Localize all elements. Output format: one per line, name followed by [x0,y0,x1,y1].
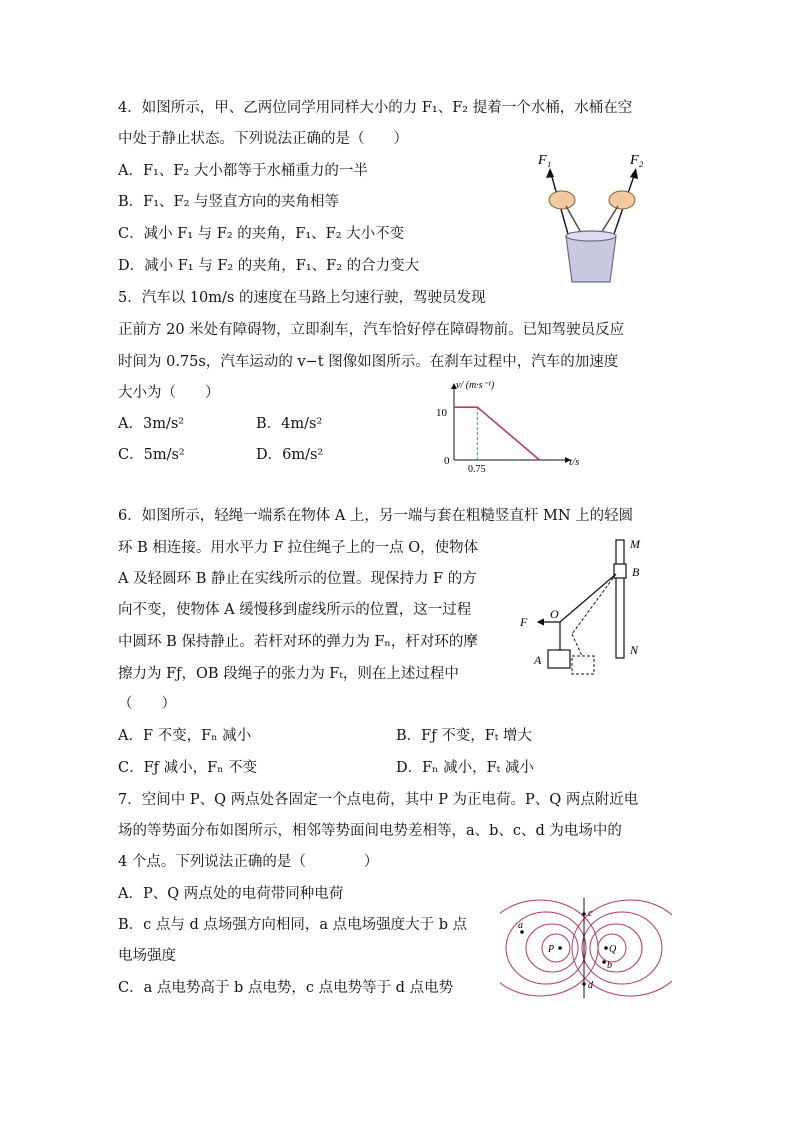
q6-stem-line1: 6．如图所示，轻绳一端系在物体 A 上，另一端与套在粗糙竖直杆 MN 上的轻圆 [118,508,634,524]
point-d [582,982,586,986]
rope-ob [560,574,616,622]
label-f: F [520,615,528,629]
label-b: B [632,565,640,579]
q5-option-a: A．3m/s² [118,416,185,432]
q6-option-a: A．F 不变，Fₙ 减小 [118,728,252,744]
q6-stem-line3: A 及轻圆环 B 静止在实线所示的位置。现保持力 F 的方 [118,571,477,587]
q6-stem-line6: 擦力为 Fƒ，OB 段绳子的张力为 Fₜ，则在上述过程中 [118,666,459,682]
charge-q [604,946,608,950]
q7-option-b-cont: 电场强度 [118,948,176,964]
q5-option-b: B．4m/s² [256,416,323,432]
label-n: N [630,643,639,657]
q5-option-c: C．5m/s² [118,447,185,463]
right-hand [609,191,635,209]
q6-stem-line7: （ ） [118,696,176,712]
q4-option-c: C．减小 F₁ 与 F₂ 的夹角，F₁、F₂ 大小不变 [118,226,405,242]
bucket [566,236,616,282]
q5-option-d: D．6m/s² [256,447,324,463]
q5-stem-line3: 时间为 0.75s，汽车运动的 v−t 图像如图所示。在刹车过程中，汽车的加速度 [118,354,619,370]
q7-stem-line1: 7．空间中 P、Q 两点处各固定一个点电荷，其中 P 为正电荷。P、Q 两点附近电 [118,792,639,808]
q5-stem-line1: 5．汽车以 10m/s 的速度在马路上匀速行驶，驾驶员发现 [118,290,486,306]
x-tick-label: 0.75 [468,464,486,474]
left-hand [549,191,575,209]
bucket-rim [566,231,616,241]
q6-stem-line4: 向不变，使物体 A 缓慢移到虚线所示的位置，这一过程 [118,602,472,618]
bucket-figure [532,148,662,286]
q-equipotential-3 [582,912,662,984]
f1-arrowhead [546,168,554,178]
label-b: b [607,960,612,971]
q7-option-c: C．a 点电势高于 b 点电势，c 点电势等于 d 点电势 [118,980,454,996]
equipotential-figure [500,898,672,998]
rope-ring-figure [514,530,658,680]
charge-p [558,946,562,950]
vt-chart [412,378,592,474]
q6-stem-line5: 中圆环 B 保持静止。若杆对环的弹力为 Fₙ，杆对环的摩 [118,634,478,650]
q7-stem-line3: 4 个点。下列说法正确的是（ ） [118,854,379,870]
rope-ob-dashed [572,574,616,634]
origin-label: 0 [444,455,450,467]
q5-stem-line4: 大小为（ ） [118,385,220,401]
f2-arrowhead [630,168,638,179]
q4-option-a: A．F₁、F₂ 大小都等于水桶重力的一半 [118,163,368,179]
p-equipotential-1 [542,934,570,962]
q6-option-c: C．Fƒ 减小，Fₙ 不变 [118,760,258,776]
label-a: a [518,920,523,931]
label-o: O [550,607,559,621]
ring-b [614,564,626,578]
label-p: P [548,944,555,955]
block-a [548,650,570,668]
q4-stem-line2: 中处于静止状态。下列说法正确的是（ ） [118,131,408,147]
y-axis-label: v/ (m·s⁻¹) [456,380,495,391]
q4-option-b: B．F₁、F₂ 与竖直方向的夹角相等 [118,194,340,210]
label-q: Q [609,944,617,955]
q7-option-b: B．c 点与 d 点场强方向相同，a 点电场强度大于 b 点 [118,917,468,933]
q7-stem-line2: 场的等势面分布如图所示，相邻等势面间电势差相等，a、b、c、d 为电场中的 [118,823,622,839]
q6-option-b: B．Fƒ 不变，Fₜ 增大 [396,728,532,744]
point-b [602,960,606,964]
f1-label: F₁ [538,153,552,168]
q6-stem-line2: 环 B 相连接。用水平力 F 拉住绳子上的一点 O，使物体 [118,540,479,556]
point-c [582,912,586,916]
x-axis-label: t/s [569,456,580,468]
y-tick-label: 10 [436,407,447,419]
block-a-dashed [572,656,594,674]
label-m: M [630,537,640,551]
velocity-series-line [454,407,540,460]
q5-stem-line2: 正前方 20 米处有障碍物，立即刹车，汽车恰好停在障碍物前。已知驾驶员反应 [118,322,625,338]
q4-option-d: D．减小 F₁ 与 F₂ 的夹角，F₁、F₂ 的合力变大 [118,258,420,274]
q4-stem-line1: 4．如图所示，甲、乙两位同学用同样大小的力 F₁、F₂ 提着一个水桶，水桶在空 [118,100,633,116]
q-equipotential-4 [572,900,672,996]
label-c: c [588,908,593,919]
rope-oa-dashed [572,634,582,656]
rod-mn [616,540,624,658]
f2-label: F₂ [630,153,644,168]
label-a: A [534,653,542,667]
q7-option-a: A．P、Q 两点处的电荷带同种电荷 [118,886,344,902]
q6-option-d: D．Fₙ 减小，Fₜ 减小 [396,760,534,776]
label-d: d [588,980,593,991]
